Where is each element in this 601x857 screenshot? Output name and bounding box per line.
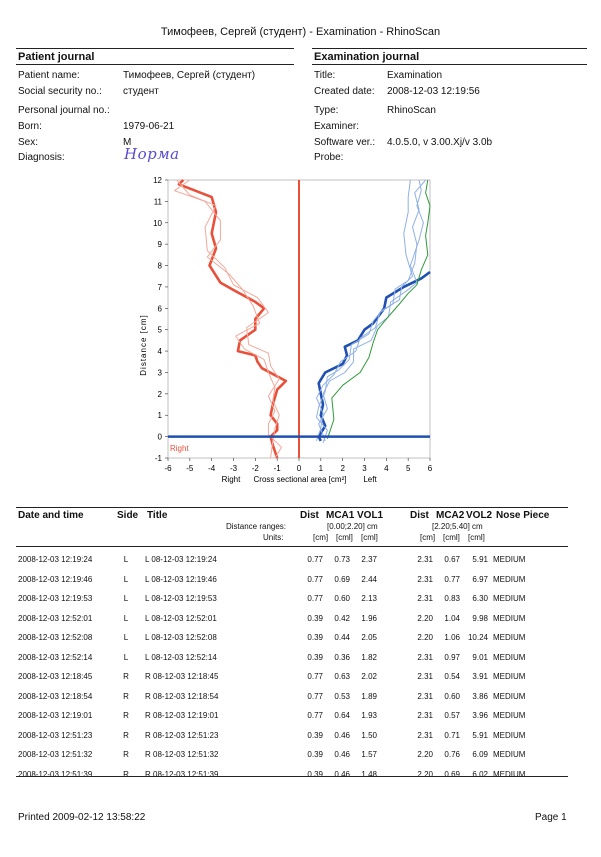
patient-journal-title: Patient journal [18,51,95,63]
cell-mca1: 0.44 [334,633,350,642]
x-tick-label: -5 [186,464,194,473]
y-tick-label: 10 [153,218,162,228]
cell-title: L 08-12-03 12:19:46 [145,574,217,584]
cell-mca2: 0.67 [444,555,460,564]
cell-side: R [123,730,129,740]
cell-vol1: 2.44 [361,574,377,584]
x-tick-label: 1 [318,464,324,473]
cell-title: R 08-12-03 12:18:45 [145,672,219,681]
cell-vol1: 2.37 [361,555,377,564]
cell-nose: MEDIUM [493,574,526,584]
cell-dist2: 2.20 [417,769,433,779]
x-tick-label: -1 [273,464,281,473]
type-label: Type: [314,105,339,116]
cell-vol1: 2.02 [361,672,377,681]
cell-mca2: 0.57 [444,711,460,720]
cell-title: R 08-12-03 12:18:54 [145,691,219,701]
table-row [0,692,601,712]
examiner-label: Examiner: [314,121,360,132]
x-tick-label: -6 [164,464,172,473]
cell-vol1: 1.93 [361,711,377,720]
table-row [0,711,601,731]
cell-title: R 08-12-03 12:51:32 [145,750,219,759]
cell-vol1: 1.89 [361,691,377,701]
y-tick-label: 1 [157,411,162,421]
y-tick-label: -1 [154,454,162,463]
y-tick-label: 9 [157,240,162,250]
cell-dist1: 0.77 [307,672,323,681]
page-number: Page 1 [535,812,567,823]
born-label: Born: [18,121,42,132]
x-tick-label: 0 [296,464,302,473]
cell-dist2: 2.31 [417,672,433,681]
cell-mca1: 0.63 [334,672,350,681]
col-mca1: MCA1 [326,510,355,521]
cell-mca1: 0.64 [334,711,350,720]
cell-mca1: 0.42 [334,613,350,623]
exam-title-rule [312,64,587,65]
y-tick-label: 11 [153,197,162,207]
cell-nose: MEDIUM [493,555,526,564]
col-dist1: Dist [300,510,319,521]
x-tick-label: -2 [251,464,259,473]
ssn-label: Social security no.: [18,86,102,97]
software-value: 4.0.5.0, v 3.00.Xj/v 3.0b [387,137,493,148]
journal-no-label: Personal journal no.: [18,105,110,116]
cell-mca1: 0.53 [334,691,350,701]
cell-vol2: 9.98 [472,613,488,623]
cell-vol2: 5.91 [472,730,488,740]
cell-date: 2008-12-03 12:18:45 [18,672,93,681]
cell-mca1: 0.46 [334,730,350,740]
cell-vol2: 3.96 [472,711,488,720]
cell-dist2: 2.31 [417,555,433,564]
cell-mca2: 0.76 [444,750,460,759]
unit-dist1: [cm] [313,533,329,542]
cell-mca2: 0.83 [444,594,460,603]
diagnosis-handwritten-value: Норма [124,145,180,163]
cell-date: 2008-12-03 12:52:08 [18,633,93,642]
y-tick-label: 7 [157,282,162,292]
units-label: Units: [263,533,284,542]
x-tick-label: 4 [384,464,389,473]
table-row [0,575,601,595]
cell-nose: MEDIUM [493,691,526,701]
cell-title: L 08-12-03 12:19:53 [145,594,217,603]
cell-title: R 08-12-03 12:19:01 [145,711,219,720]
patient-top-rule [16,48,294,49]
patient-title-rule [16,64,294,65]
born-value: 1979-06-21 [123,121,175,132]
y-tick-label: 2 [157,389,162,399]
cell-side: L [123,594,129,603]
cell-date: 2008-12-03 12:52:14 [18,652,93,662]
cell-vol2: 9.01 [472,652,488,662]
cell-title: R 08-12-03 12:51:23 [145,730,219,740]
cell-title: L 08-12-03 12:52:01 [145,613,217,623]
sex-label: Sex: [18,137,39,148]
cell-side: R [123,711,129,720]
cell-mca1: 0.60 [334,594,350,603]
patient-name-label: Patient name: [18,70,80,81]
y-tick-label: 12 [153,176,162,185]
cell-side: L [123,613,129,623]
cell-dist2: 2.31 [417,574,433,584]
cell-mca1: 0.69 [334,574,350,584]
cell-dist2: 2.31 [417,594,433,603]
col-side: Side [117,510,139,521]
created-date-label: Created date: [314,86,375,97]
rhinogram-chart [130,170,450,490]
cell-nose: MEDIUM [493,613,526,623]
y-tick-label: 0 [157,432,162,442]
col-vol2: VOL2 [466,510,493,521]
cell-vol2: 10.24 [467,633,488,642]
x-tick-label: -4 [208,464,216,473]
cell-side: L [123,633,129,642]
ssn-value: студент [123,86,159,97]
cell-dist2: 2.20 [417,633,433,642]
diagnosis-label: Diagnosis: [18,152,65,163]
cell-mca2: 0.97 [444,652,460,662]
cell-date: 2008-12-03 12:51:32 [18,750,93,759]
cell-date: 2008-12-03 12:19:53 [18,594,93,603]
cell-side: R [123,691,129,701]
cell-side: L [123,555,129,564]
cell-nose: MEDIUM [493,769,526,779]
cell-dist1: 0.77 [307,594,323,603]
cell-nose: MEDIUM [493,652,526,662]
probe-label: Probe: [314,152,344,163]
cell-date: 2008-12-03 12:51:23 [18,730,93,740]
unit-vol1: [cml] [361,533,378,542]
y-tick-label: 6 [157,304,162,314]
cell-vol2: 3.91 [472,672,488,681]
cell-dist1: 0.39 [307,613,323,623]
cell-mca1: 0.46 [334,750,350,759]
x-axis-label: Cross sectional area [cm²] [253,475,347,484]
cell-dist1: 0.77 [307,555,323,564]
range-1: [0.00;2.20] cm [327,522,378,531]
cell-nose: MEDIUM [493,711,526,720]
range-2: [2.20;5.40] cm [432,522,483,531]
cell-mca2: 0.54 [444,672,460,681]
cell-mca2: 0.77 [444,574,460,584]
cell-dist1: 0.39 [307,652,323,662]
table-row [0,555,601,575]
table-row [0,672,601,692]
cell-mca2: 1.06 [444,633,460,642]
table-bottom-rule [16,776,568,777]
cell-date: 2008-12-03 12:51:39 [18,769,93,779]
cell-vol1: 1.48 [361,769,377,779]
cell-nose: MEDIUM [493,750,526,759]
table-row [0,770,601,790]
cell-dist2: 2.20 [417,750,433,759]
printed-date: Printed 2009-02-12 13:58:22 [18,812,146,823]
y-tick-label: 3 [157,368,162,378]
cell-vol2: 6.30 [472,594,488,603]
table-top-rule [16,507,568,508]
series-line-left-6 [319,180,424,441]
col-title: Title [147,510,168,521]
cell-side: L [123,652,129,662]
table-row [0,653,601,673]
y-tick-label: 5 [157,325,162,335]
series-line-left-3 [319,272,430,441]
cell-vol1: 2.05 [361,633,377,642]
cell-dist1: 0.77 [307,574,323,584]
cell-date: 2008-12-03 12:19:24 [18,555,93,564]
x-axis-side-right-label: Right [221,475,241,484]
cell-dist2: 2.31 [417,652,433,662]
unit-mca1: [cml] [336,533,353,542]
exam-title-value: Examination [387,70,443,81]
cell-mca1: 0.36 [334,652,350,662]
cell-mca1: 0.46 [334,769,350,779]
table-row [0,731,601,751]
series-line-right-1 [177,180,282,458]
exam-journal-title: Examination journal [314,51,420,63]
distance-ranges-label: Distance ranges: [226,522,287,531]
cell-date: 2008-12-03 12:19:01 [18,711,93,720]
x-tick-label: 5 [405,464,411,473]
y-tick-label: 8 [157,261,162,271]
series-line-right-2 [175,180,280,458]
x-axis-side-left-label: Left [363,475,377,484]
y-axis-label: Distance [cm] [139,314,148,376]
cell-dist2: 2.31 [417,691,433,701]
cell-dist1: 0.39 [307,730,323,740]
in-plot-side-label: Right [170,444,189,453]
cell-dist1: 0.39 [307,769,323,779]
cell-vol2: 6.02 [472,769,488,779]
x-tick-label: 2 [340,464,345,473]
y-tick-label: 4 [157,347,162,357]
unit-mca2: [cml] [443,533,460,542]
table-header-rule [16,546,568,547]
cell-dist2: 2.20 [417,613,433,623]
cell-dist1: 0.77 [307,711,323,720]
type-value: RhinoScan [387,105,436,116]
cell-vol1: 2.13 [361,594,377,603]
col-date: Date and time [18,510,84,521]
series-line-left-7 [327,180,430,439]
x-tick-label: 6 [427,464,433,473]
cell-vol1: 1.96 [361,613,377,623]
cell-mca2: 1.04 [444,613,460,623]
created-date-value: 2008-12-03 12:19:56 [387,86,480,97]
table-row [0,614,601,634]
unit-dist2: [cm] [420,533,436,542]
cell-side: R [123,750,129,759]
cell-title: L 08-12-03 12:19:24 [145,555,217,564]
cell-dist1: 0.77 [307,691,323,701]
exam-title-label: Title: [314,70,336,81]
software-label: Software ver.: [314,137,376,148]
cell-date: 2008-12-03 12:52:01 [18,613,93,623]
cell-vol2: 6.09 [472,750,488,759]
col-vol1: VOL1 [357,510,384,521]
cell-vol1: 1.82 [361,652,377,662]
table-row [0,633,601,653]
cell-vol2: 6.97 [472,574,488,584]
document-title: Тимофеев, Сергей (студент) - Examination - RhinoScan [160,26,441,38]
cell-title: R 08-12-03 12:51:39 [145,769,219,779]
cell-nose: MEDIUM [493,633,526,642]
series-line-left-5 [317,180,426,441]
cell-vol1: 1.57 [361,750,377,759]
cell-side: L [123,574,129,584]
cell-title: L 08-12-03 12:52:14 [145,652,217,662]
cell-dist2: 2.31 [417,711,433,720]
col-dist2: Dist [410,510,429,521]
table-row [0,594,601,614]
cell-dist1: 0.39 [307,633,323,642]
cell-title: L 08-12-03 12:52:08 [145,633,217,642]
cell-vol2: 3.86 [472,691,488,701]
cell-nose: MEDIUM [493,672,526,681]
series-line-left-4 [317,180,413,443]
cell-vol2: 5.91 [472,555,488,564]
x-tick-label: -3 [229,464,238,473]
unit-vol2: [cml] [468,533,485,542]
col-nose: Nose Piece [496,510,550,521]
cell-side: R [123,769,129,779]
cell-mca2: 0.69 [444,769,460,779]
cell-dist2: 2.31 [417,730,433,740]
exam-top-rule [312,48,587,49]
sex-value: M [123,137,132,148]
cell-vol1: 1.50 [361,730,377,740]
table-row [0,750,601,770]
cell-mca2: 0.60 [444,691,460,701]
x-tick-label: 3 [362,464,367,473]
cell-dist1: 0.39 [307,750,323,759]
cell-mca1: 0.73 [334,555,350,564]
col-mca2: MCA2 [436,510,465,521]
cell-nose: MEDIUM [493,594,526,603]
cell-nose: MEDIUM [493,730,526,740]
cell-date: 2008-12-03 12:19:46 [18,574,93,584]
patient-name-value: Тимофеев, Сергей (студент) [123,70,256,81]
cell-mca2: 0.71 [444,730,460,740]
cell-date: 2008-12-03 12:18:54 [18,691,93,701]
cell-side: R [123,672,129,681]
series-line-right-0 [179,180,286,458]
